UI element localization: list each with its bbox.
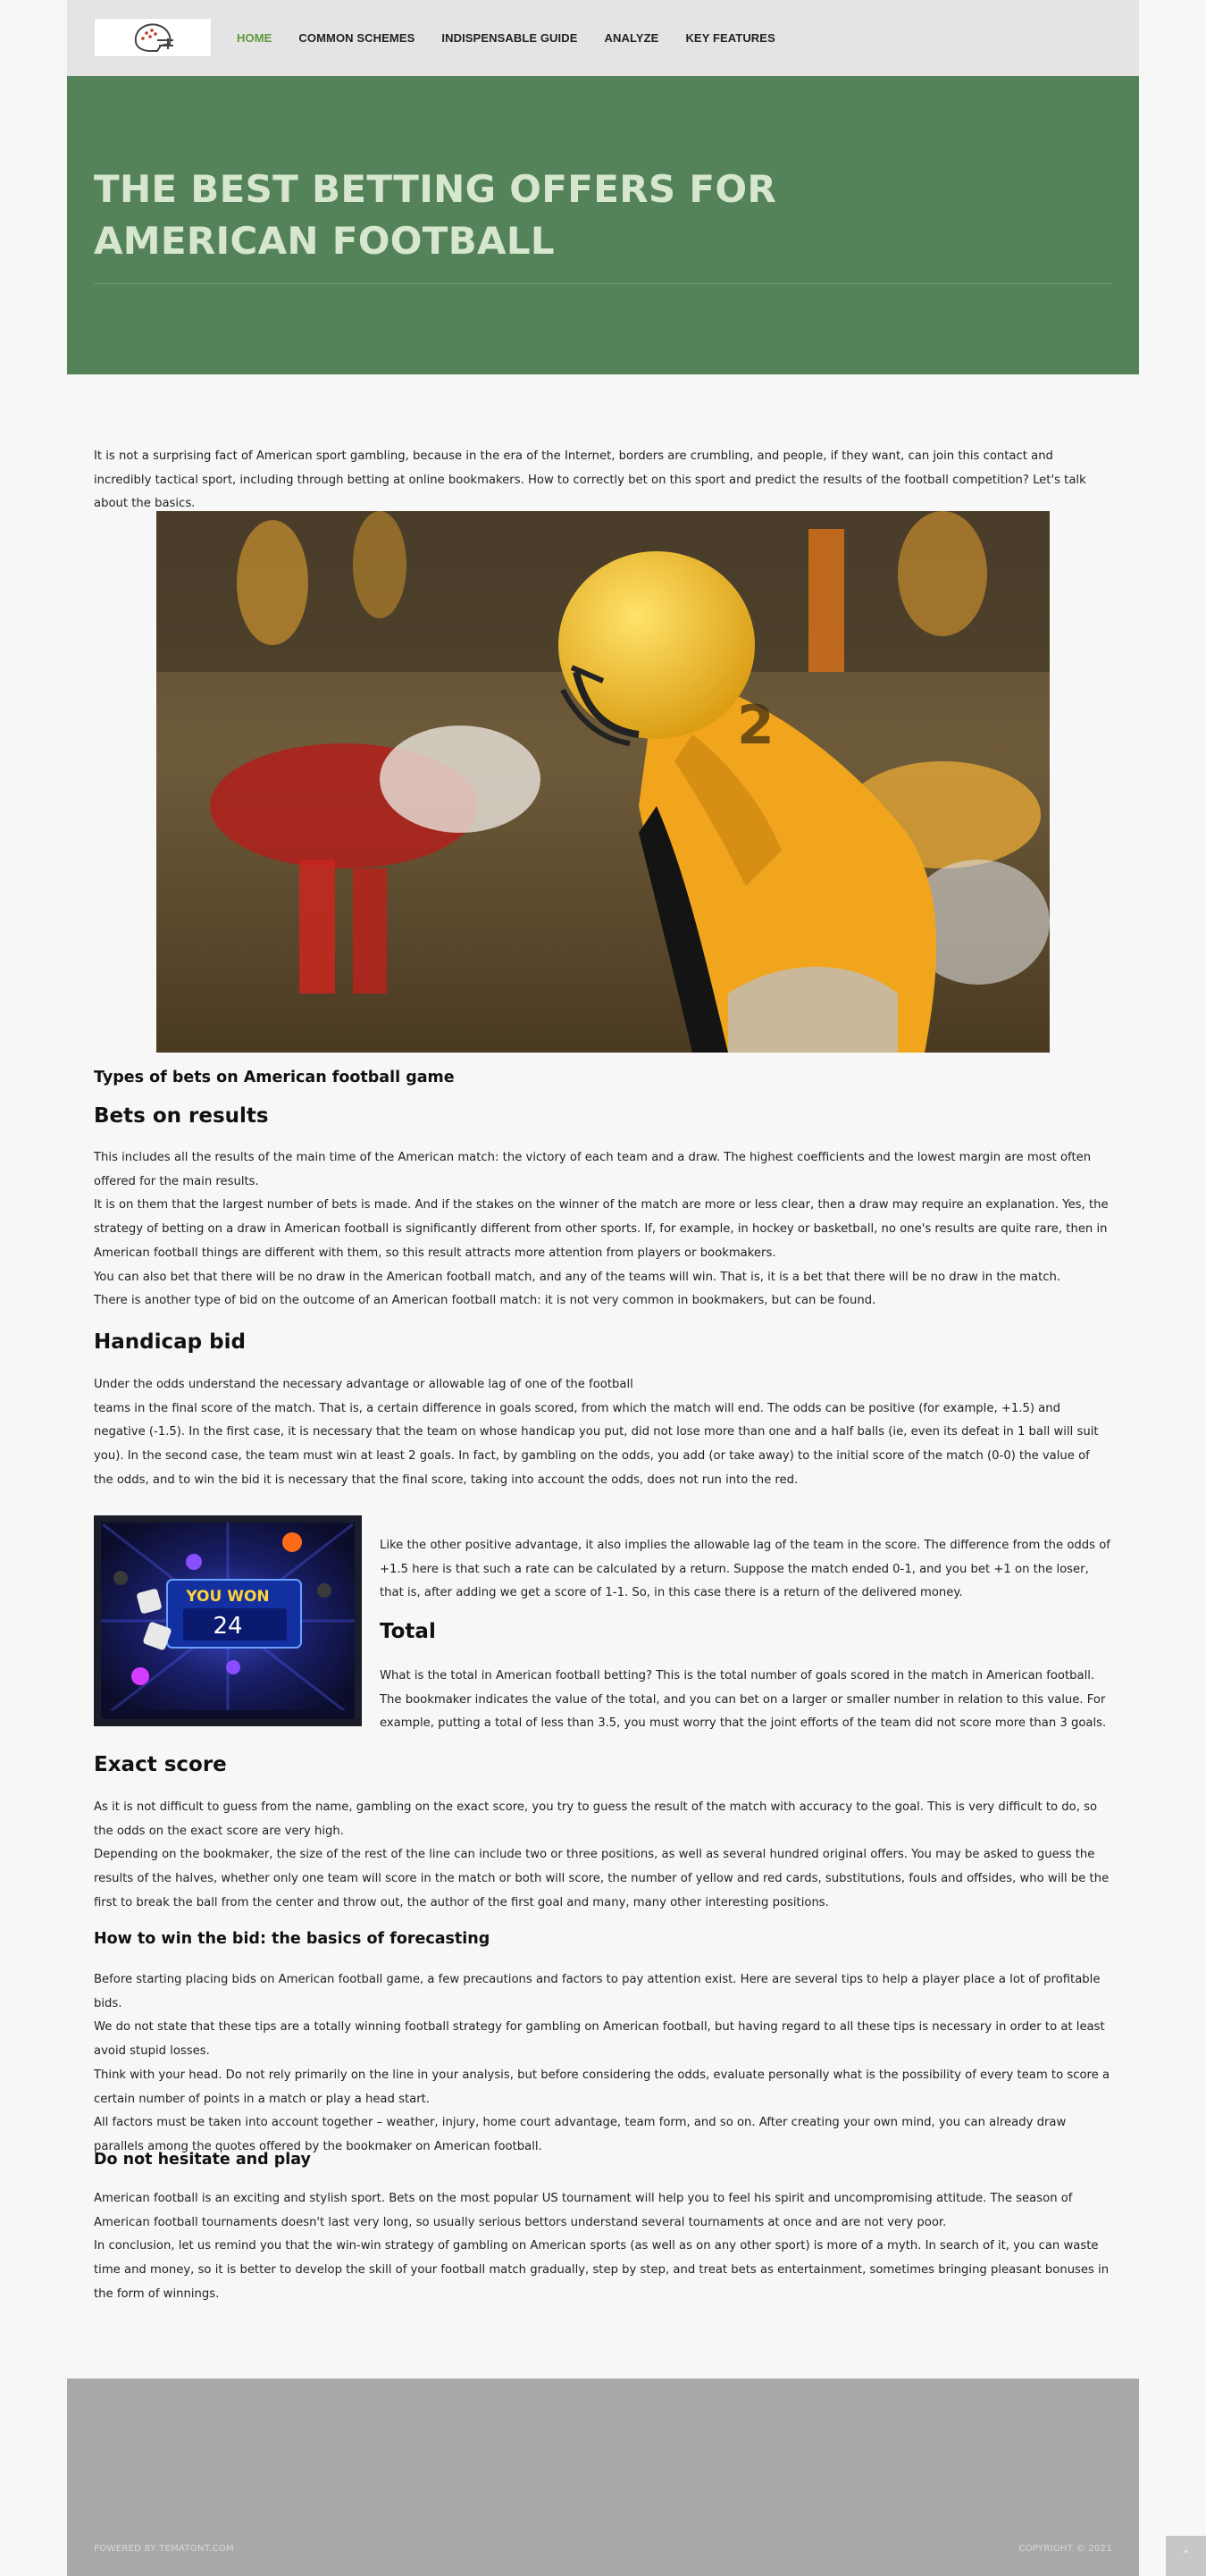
won-amount: 24 (213, 1613, 243, 1640)
results-section (94, 1146, 1112, 1313)
results-paragraph-1: This includes all the results of the main time of the American match: the victory of each team and a draw. The highest coefficients and the lowest margin are most often offered for the main results. (94, 1151, 1092, 1188)
site-footer (67, 2379, 1139, 2576)
nav-indispensable-guide[interactable]: INDISPENSABLE GUIDE (441, 31, 578, 45)
win-paragraph-1: Before starting placing bids on American football game, a few precautions and factors to pay attention exist. Here are several tips to help a player place a lot of profitable bids. (94, 1973, 1101, 2010)
total-heading: Total (380, 1620, 436, 1643)
page-title: THE BEST BETTING OFFERS FOR AMERICAN FOOTBALL (94, 167, 776, 263)
results-heading: Bets on results (94, 1104, 269, 1128)
exact-score-heading: Exact score (94, 1753, 227, 1776)
types-heading: Types of bets on American football game (94, 1069, 455, 1087)
handicap-paragraph-3: Like the other positive advantage, it also implies the allowable lag of the team in the score. The difference from the odds of +1.5 here is that such a rate can be calculated by a return. Suppose the match ended 0-1, and you bet +1 on the loser, that is, after adding we get a score of 1-1. So, in this case there is a return of the delivered money. (380, 1539, 1110, 1600)
handicap-paragraph-2: teams in the final score of the match. That is, a certain difference in goals scored, from which the match will end. The odds can be positive (for example, +1.5) and negative (-1.5). In the first case, it is necessary that the team on whose handicap you put, did not lose more than one and a half balls (ie, even its defeat in 1 ball will suit you). In the second case, the team must win at least 2 goals. In fact, by gambling on the odds, you add (or take away) to the initial score of the match (0-0) the value of the odds, and to win the bid it is necessary that the final score, taking into account the odds, does not run into the red. (94, 1401, 1099, 1487)
top-bar (67, 0, 1139, 76)
intro-paragraph: It is not a surprising fact of American sport gambling, because in the era of the Internet, borders are crumbling, and people, if they want, can join this contact and incredibly tactical sport, including through betting at online bookmakers. How to correctly bet on this sport and predict the results of the football competition? Let's talk about the basics. (94, 449, 1086, 511)
back-to-top-button[interactable] (1166, 2536, 1206, 2576)
you-won-label: YOU WON (186, 1588, 270, 1606)
nav-home[interactable]: HOME (237, 31, 272, 45)
hesitate-paragraph-1: American football is an exciting and stylish sport. Bets on the most popular US tournament will help you to feel his spirit and uncompromising attitude. The season of American football tournaments doesn't last very long, so usually serious bettors understand several tournaments at once and are not very poor. (94, 2192, 1073, 2229)
handicap-side-section (380, 1534, 1112, 1606)
helmet-icon (130, 21, 177, 56)
main-nav (237, 0, 802, 76)
win-paragraph-3: Think with your head. Do not rely primarily on the line in your analysis, but before considering the odds, evaluate personally what is the possibility of every team to score a certain number of points in a match or play a head start. (94, 2068, 1110, 2106)
how-to-win-heading: How to win the bid: the basics of forecasting (94, 1930, 490, 1948)
win-paragraph-4: All factors must be taken into account together – weather, injury, home court advantage, team form, and so on. After creating your own mind, you can already draw parallels among the quotes offered by the bookmaker on American football. (94, 2116, 1067, 2153)
site-logo[interactable] (94, 18, 212, 57)
nav-common-schemes[interactable]: COMMON SCHEMES (298, 31, 415, 45)
chevron-up-icon: ⌃ (1180, 2548, 1192, 2563)
win-paragraph-2: We do not state that these tips are a totally winning football strategy for gambling on American football, but having regard to all these tips is necessary in order to at least avoid stupid losses. (94, 2020, 1105, 2059)
handicap-section (94, 1373, 1112, 1493)
do-not-hesitate-section (94, 2187, 1112, 2307)
copyright-text: COPYRIGHT © 2021 (1018, 2544, 1112, 2554)
results-paragraph-3: You can also bet that there will be no draw in the American football match, and any of the teams will win. That is, it is a bet that there will be no draw in the match. (94, 1270, 1061, 1284)
hero-banner (67, 76, 1139, 374)
nav-key-features[interactable]: KEY FEATURES (685, 31, 775, 45)
page (67, 0, 1139, 2576)
exact-paragraph-2: Depending on the bookmaker, the size of the rest of the line can include two or three positions, as well as several hundred original offers. You may be asked to guess the results of the halves, whether only one team will score in the match or both will score, the number of yellow and red cards, substitutions, fouls and offsides, who will be the first to break the ball from the center and throw out, the author of the first goal and many, many other interesting positions. (94, 1848, 1110, 1909)
how-to-win-section (94, 1968, 1112, 2160)
total-paragraph-1: What is the total in American football betting? This is the total number of goals scored in the match in American football. The bookmaker indicates the value of the total, and you can bet on a larger or smaller number in relation to this value. For example, putting a total of less than 3.5, you must worry that the joint efforts of the team did not score more than 3 goals. (380, 1669, 1107, 1731)
nav-analyze[interactable]: ANALYZE (604, 31, 659, 45)
results-paragraph-2: It is on them that the largest number of bets is made. And if the stakes on the winner of the match are more or less clear, then a draw may require an explanation. Yes, the strategy of betting on a draw in American football is significantly different from other sports. If, for example, in hockey or basketball, no one's results are quite rare, then in American football things are different with them, so this result attracts more attention from players or bookmakers. (94, 1198, 1109, 1260)
hesitate-paragraph-2: In conclusion, let us remind you that the win-win strategy of gambling on American sports (as well as on any other sport) is more of a myth. In search of it, you can waste time and money, so it is better to develop the skill of your football match gradually, step by step, and treat bets as entertainment, sometimes bringing pleasant bonuses in the form of winnings. (94, 2239, 1110, 2301)
football-photo (156, 511, 1050, 1053)
powered-by-link[interactable]: POWERED BY TEMATONT.COM (94, 2544, 234, 2554)
handicap-paragraph-1: Under the odds understand the necessary advantage or allowable lag of one of the football (94, 1378, 633, 1391)
casino-win-image (94, 1515, 362, 1726)
hero-divider (94, 283, 1112, 284)
exact-paragraph-1: As it is not difficult to guess from the name, gambling on the exact score, you try to guess the result of the match with accuracy to the goal. This is very difficult to do, so the odds on the exact score are very high. (94, 1800, 1098, 1838)
exact-score-section (94, 1796, 1112, 1916)
total-section (380, 1665, 1112, 1736)
do-not-hesitate-heading: Do not hesitate and play (94, 2151, 311, 2169)
svg-text:2: 2 (737, 694, 775, 757)
handicap-heading: Handicap bid (94, 1330, 246, 1354)
results-paragraph-4: There is another type of bid on the outcome of an American football match: it is not very common in bookmakers, but can be found. (94, 1294, 876, 1308)
